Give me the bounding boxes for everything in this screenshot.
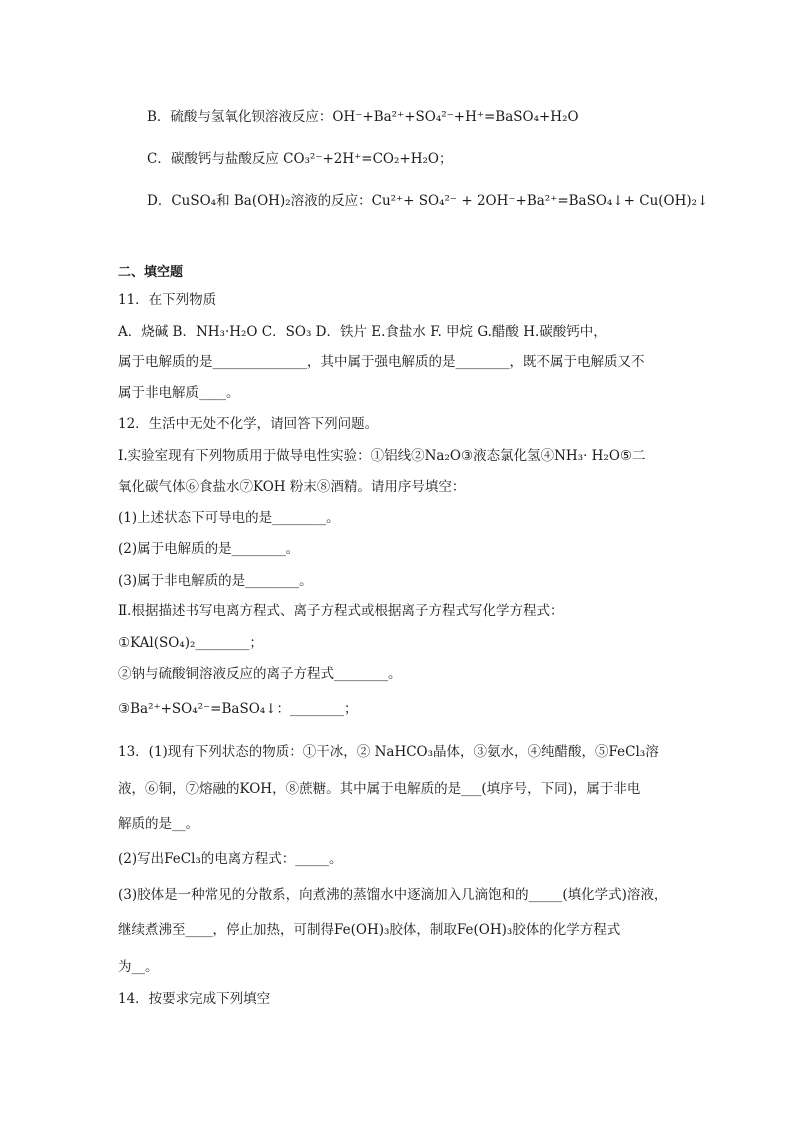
option-b: B．硫酸与氢氧化钡溶液反应：OH⁻+Ba²⁺+SO₄²⁻+H⁺=BaSO₄+H₂O (147, 109, 579, 125)
option-d: D．CuSO₄和 Ba(OH)₂溶液的反应：Cu²⁺+ SO₄²⁻ + 2OH⁻+Ba²⁺=BaSO₄↓+ Cu(OH)₂↓ (147, 193, 709, 209)
q11-blank-1: 属于电解质的是______________，其中属于强电解质的是________，既不属于电解质又不 (118, 354, 645, 370)
q12-eq1: ①KAl(SO₄)₂________； (118, 635, 263, 651)
q11-title: 11．在下列物质 (118, 292, 217, 308)
option-c: C．碳酸钙与盐酸反应 CO₃²⁻+2H⁺=CO₂+H₂O； (147, 151, 453, 167)
q12-part2: Ⅱ.根据描述书写电离方程式、离子方程式或根据离子方程式写化学方程式： (118, 603, 564, 619)
q12-sub2: (2)属于电解质的是________。 (118, 541, 300, 557)
q11-blank-2: 属于非电解质____。 (118, 385, 240, 401)
q12-eq3: ③Ba²⁺+SO₄²⁻=BaSO₄↓：________； (118, 701, 358, 717)
q12-part1-b: 氧化碳气体⑥食盐水⑦KOH 粉末⑧酒精。请用序号填空： (118, 479, 466, 495)
q12-sub3: (3)属于非电解质的是________。 (118, 573, 313, 589)
q12-eq2: ②钠与硫酸铜溶液反应的离子方程式________。 (118, 666, 402, 682)
q12-part1-a: Ⅰ.实验室现有下列物质用于做导电性实验：①铝线②Na₂O③液态氯化氢④NH₃· H₂O⑤二 (118, 448, 646, 464)
q13-sub3-a: (3)胶体是一种常见的分散系，向煮沸的蒸馏水中逐滴加入几滴饱和的_____(填化学式)溶液， (118, 887, 668, 903)
q11-items: A．烧碱 B．NH₃·H₂O C．SO₃ D．铁片 E.食盐水 F. 甲烷 G.醋酸 H.碳酸钙中， (118, 324, 607, 340)
q13-sub3-c: 为__。 (118, 959, 159, 975)
q14-title: 14．按要求完成下列填空 (118, 991, 271, 1007)
q13-sub3-b: 继续煮沸至____，停止加热，可制得Fe(OH)₃胶体，制取Fe(OH)₃胶体的化学方程式 (118, 922, 621, 938)
q13-line1: 13．(1)现有下列状态的物质：①干冰，② NaHCO₃晶体，③氨水，④纯醋酸，⑤FeCl₃溶 (118, 744, 659, 760)
q13-line3: 解质的是__。 (118, 816, 199, 832)
q12-sub1: (1)上述状态下可导电的是________。 (118, 510, 340, 526)
q13-sub2: (2)写出FeCl₃的电离方程式：_____。 (118, 851, 343, 867)
q13-line2: 液，⑥铜，⑦熔融的KOH，⑧蔗糖。其中属于电解质的是___(填序号，下同)，属于非电 (118, 781, 641, 797)
q12-title: 12．生活中无处不化学，请回答下列问题。 (118, 416, 379, 432)
section-title: 二、填空题 (118, 265, 184, 280)
